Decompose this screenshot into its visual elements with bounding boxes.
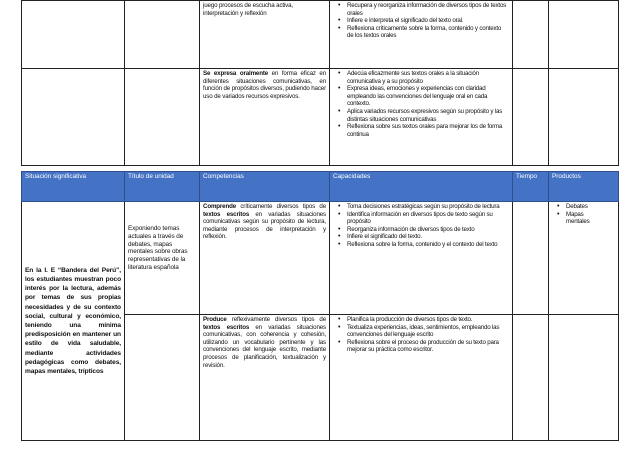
titulo-cell <box>125 315 200 441</box>
header-situacion: Situación significativa <box>22 172 125 202</box>
list-item: • Reflexiona sobre el proceso de producción de su texto para mejorar su práctica como escritor. <box>347 339 509 354</box>
competency-bold: Comprende <box>203 203 237 210</box>
competency-text: en forma eficaz en diferentes situaciones comunicativas, en función de propósitos diversos, pudiendo hacer uso de variados recursos expresivos. <box>203 70 326 100</box>
list-item: • Adecúa eficazmente sus textos orales a la situación comunicativa y a su propósito <box>347 70 509 85</box>
top-tiempo-cell <box>513 69 549 166</box>
list-item: • Expresa ideas, emociones y experiencias con claridad empleando las convenciones del lenguaje oral en cada contexto. <box>347 85 509 108</box>
top-capacities-cell <box>330 69 513 166</box>
list-item: • Reorganiza información de diversos tipos de texto <box>347 226 509 234</box>
header-productos: Productos <box>549 172 619 202</box>
list-item: • Recupera y reorganiza información de diversos tipos de textos orales <box>347 2 509 17</box>
list-item: • Reflexiona críticamente sobre la forma, contenido y contexto de los textos orales <box>347 25 509 40</box>
competency-text: críticamente diversos tipos de <box>236 203 326 210</box>
list-item: • Identifica información en diversos tipos de texto según su propósito <box>347 211 509 226</box>
top-table <box>21 0 619 166</box>
list-item: • Aplica variados recursos expresivos según su propósito y las distintas situaciones comunicativas <box>347 108 509 123</box>
productos-cell <box>549 315 619 441</box>
top-titulo-cell <box>125 69 200 166</box>
productos-list <box>552 203 615 226</box>
competency-bold: textos escritos <box>203 323 250 331</box>
main-table <box>21 171 619 441</box>
competency-text: en variadas situaciones comunicativas según su propósito de lectura, mediante procesos de interpretación y reflexión. <box>203 210 326 241</box>
top-titulo-cell <box>125 1 200 69</box>
list-item: • Reflexiona sobre sus textos orales para mejorar los de forma continua <box>347 123 509 138</box>
list-item: • Infiere el significado del texto. <box>347 233 509 241</box>
comprehension-row <box>22 202 619 315</box>
list-item: • Debates <box>566 203 615 211</box>
top-competency-cell <box>200 69 330 166</box>
top-situacion-cell <box>22 1 125 69</box>
top-tiempo-cell <box>513 1 549 69</box>
competency-bold: textos escritos <box>203 210 250 218</box>
productos-cell <box>549 202 619 315</box>
tiempo-cell <box>513 315 549 441</box>
top-productos-cell <box>549 69 619 166</box>
competency-read-cell <box>200 202 330 315</box>
capacities-write-list <box>333 316 509 354</box>
top-situacion-cell <box>22 69 125 166</box>
competency-write-cell <box>200 315 330 441</box>
list-item: • Reflexiona sobre la forma, contenido y el contexto del texto <box>347 241 509 249</box>
list-item: • Toma decisiones estratégicas según su propósito de lectura <box>347 203 509 211</box>
header-titulo: Título de unidad <box>125 172 200 202</box>
competency-bold: Se expresa oralmente <box>203 70 269 77</box>
competency-text: en variadas situaciones comunicativas, con coherencia y cohesión, utilizando un vocabulario pertinente y las convenciones del lenguaje escrito, mediante procesos de planificación, textualización y revisión. <box>203 323 326 369</box>
list-item: • Mapas mentales <box>566 211 596 226</box>
top-productos-cell <box>549 1 619 69</box>
header-tiempo: Tiempo <box>513 172 549 202</box>
capacities-read-list <box>333 203 509 249</box>
tiempo-cell <box>513 202 549 315</box>
titulo-cell <box>125 202 200 315</box>
top-competency-cell <box>200 1 330 69</box>
top-capacities-list <box>333 2 509 40</box>
titulo-text: Exponiendo temas actuales a través de debates, mapas mentales sobre obras representativas de la literatura española <box>128 225 188 271</box>
header-capacidades: Capacidades <box>330 172 513 202</box>
top-row-2 <box>22 69 619 166</box>
top-row-1 <box>22 1 619 69</box>
top-competency-text: juego procesos de escucha activa, interpretación y reflexión <box>203 2 293 17</box>
competency-bold: Produce <box>203 316 227 323</box>
header-competencias: Competencias <box>200 172 330 202</box>
list-item: • Textualiza experiencias, ideas, sentimientos, empleando las convenciones del lenguaje escrito <box>347 324 509 339</box>
situacion-cell <box>22 202 125 441</box>
top-capacities-list <box>333 70 509 138</box>
situacion-text: En la I. E “Bandera del Perú”, los estudiantes muestran poco interés por la lectura, además por temas de sus propias necesidades y de su contexto social, cultural y económico, teniendo una mínima predisposición en mantener un estilo de vida saludable, mediante actividades pedagógicas como debates, mapas mentales, trípticos <box>25 266 121 376</box>
header-row <box>22 172 619 202</box>
list-item: • Infiere e interpreta el significado del texto oral. <box>347 17 509 25</box>
top-capacities-cell <box>330 1 513 69</box>
capacities-write-cell <box>330 315 513 441</box>
competency-text: reflexivamente diversos tipos de <box>226 316 326 323</box>
list-item: • Planifica la producción de diversos tipos de texto. <box>347 316 509 324</box>
capacities-read-cell <box>330 202 513 315</box>
